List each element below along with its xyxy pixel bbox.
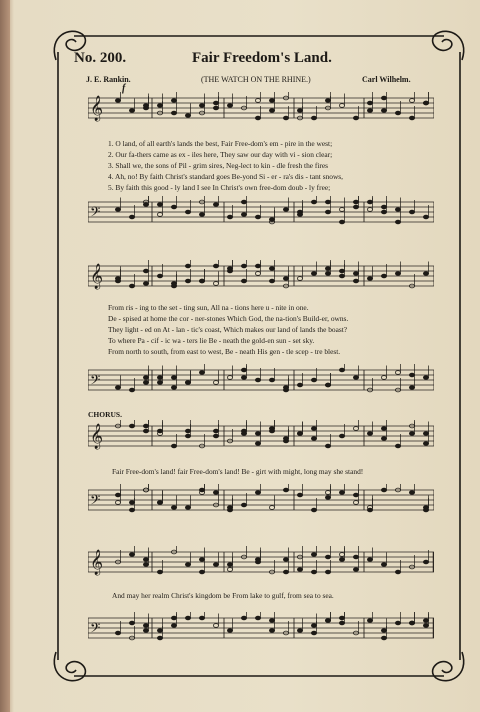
chorus-line-1: Fair Free-dom's land! fair Free-dom's land! Be - girt with might, long may she stand! [112, 467, 364, 476]
hymn-title: Fair Freedom's Land. [192, 50, 332, 66]
verse-5-line-2: From north to south, from east to west, Be - neath His gen - tle scep - tre blest. [108, 347, 341, 356]
verse-1-line-1: 1. O land, of all earth's lands the best, Fair Free-dom's em - pire in the west; [108, 139, 333, 148]
treble-clef-icon: 𝄞 [90, 550, 104, 575]
composer: Carl Wilhelm. [362, 75, 411, 84]
verse-4-line-2: To where Pa - cif - ic wa - ters lie Be - neath the gold-en sun - set sky. [108, 336, 315, 345]
treble-clef-icon: 𝄞 [90, 264, 104, 289]
verse-3-line-1: 3. Shall we, the sons of Pil - grim sires, Neg-lect to kin - dle fresh the fires [108, 161, 329, 170]
bass-clef-icon: 𝄢 [90, 492, 101, 511]
chorus-label: CHORUS. [88, 410, 122, 419]
verse-2-line-1: 2. Our fa-thers came as ex - iles here, They saw our day with vi - sion clear; [108, 150, 333, 159]
staff-system-4-bass [88, 612, 434, 652]
verse-4-line-1: 4. Ah, no! By faith Christ's standard goes Be-yond Si - er - ra's dis - tant snows, [108, 172, 344, 181]
hymn-number: No. 200. [74, 50, 127, 66]
tune-note: (THE WATCH ON THE RHINE.) [201, 75, 311, 84]
treble-clef-icon: 𝄞 [90, 424, 104, 449]
treble-clef-icon: 𝄞 [90, 96, 104, 121]
dynamic-marking: f [122, 83, 126, 94]
staff-system-3-treble [88, 420, 434, 460]
chorus-line-2: And may her realm Christ's kingdom be From lake to gulf, from sea to sea. [112, 591, 334, 600]
staff-system-1-treble [88, 92, 434, 140]
credits-line [86, 75, 446, 87]
verse-2-line-2: De - spised at home the cor - ner-stones Which God, the na-tion's Build-er, owns. [108, 314, 349, 323]
staff-system-1-bass [88, 196, 434, 236]
staff-system-2-bass [88, 364, 434, 404]
bass-clef-icon: 𝄢 [90, 620, 101, 639]
staff-system-3-bass [88, 484, 434, 524]
book-spine [0, 0, 10, 712]
verse-3-line-2: They light - ed on At - lan - tic's coast, Which makes our land of lands the boast? [108, 325, 348, 334]
author: J. E. Rankin. [86, 75, 131, 84]
bass-clef-icon: 𝄢 [90, 204, 101, 223]
staff-system-4-treble [88, 546, 434, 586]
staff-system-2-treble [88, 260, 434, 300]
hymn-header [74, 50, 454, 70]
bass-clef-icon: 𝄢 [90, 372, 101, 391]
verse-5-line-1: 5. By faith this good - ly land I see In Christ's own free-dom doub - ly free; [108, 183, 331, 192]
verse-1-line-2: From ris - ing to the set - ting sun, All na - tions here u - nite in one. [108, 303, 309, 312]
